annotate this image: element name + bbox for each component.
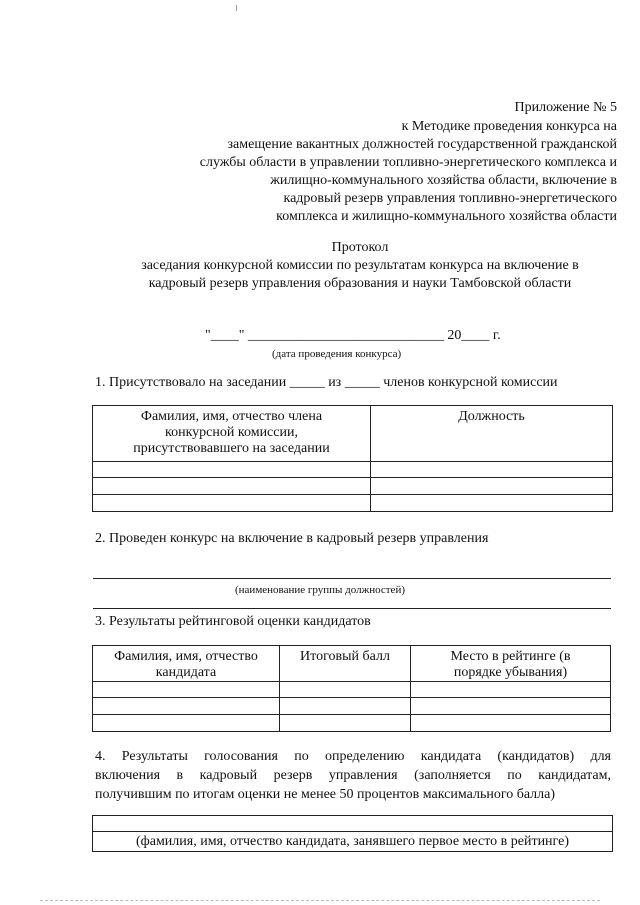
section1-text: 1. Присутствовало на заседании _____ из _____ членов конкурсной комиссии: [95, 375, 558, 390]
appendix-line: службы области в управлении топливно-энергетического комплекса и: [199, 155, 617, 170]
appendix-line: к Методике проведения конкурса на: [401, 119, 617, 134]
protocol-heading: Протокол: [331, 240, 389, 255]
attendees-header-name: Фамилия, имя, отчество члена конкурсной комиссии, присутствовавшего на заседании: [93, 406, 371, 462]
section2-text: 2. Проведен конкурс на включение в кадровый резерв управления: [95, 531, 489, 546]
appendix-title: Приложение № 5: [514, 100, 617, 115]
section3-text: 3. Результаты рейтинговой оценки кандидатов: [95, 614, 371, 629]
ratings-header-score: Итоговый балл: [280, 646, 411, 682]
appendix-line: комплекса и жилищно-коммунального хозяйства области: [276, 209, 617, 224]
appendix-line: жилищно-коммунального хозяйства области, включение в: [270, 173, 617, 188]
winner-table: [92, 815, 613, 852]
attendees-table: [92, 405, 613, 512]
table-row: [93, 478, 613, 495]
ratings-header-name: Фамилия, имя, отчество кандидата: [93, 646, 280, 682]
date-caption: (дата проведения конкурса): [272, 348, 402, 360]
group-name-line: [93, 578, 611, 579]
protocol-subtitle-line2: кадровый резерв управления образования и науки Тамбовской области: [148, 276, 572, 291]
ratings-header-place: Место в рейтинге (в порядке убывания): [411, 646, 611, 682]
table-row: [93, 715, 611, 732]
group-name-caption: (наименование группы должностей): [235, 584, 405, 596]
table-row: [93, 816, 613, 832]
date-line: "____" ____________________________ 20____ г.: [205, 328, 501, 343]
table-row: [93, 698, 611, 715]
attendees-header-position: Должность: [371, 406, 613, 462]
scan-edge-line: [40, 900, 600, 901]
appendix-line: замещение вакантных должностей государственной гражданской: [227, 137, 617, 152]
scan-mark: [236, 5, 237, 11]
section4-line1: 4. Результаты голосования по определению кандидата (кандидатов) для: [95, 749, 611, 764]
table-row: [93, 462, 613, 478]
ratings-table: [92, 645, 611, 732]
separator-line: [93, 608, 611, 609]
protocol-subtitle-line1: заседания конкурсной комиссии по результатам конкурса на включение в: [141, 258, 579, 273]
winner-caption-cell: (фамилия, имя, отчество кандидата, занявшего первое место в рейтинге): [93, 832, 613, 852]
appendix-line: кадровый резерв управления топливно-энергетического: [283, 191, 617, 206]
table-row: [93, 495, 613, 512]
section4-line2: включения в кадровый резерв управления (заполняется по кандидатам,: [95, 768, 611, 783]
table-row: [93, 682, 611, 698]
section4-line3: получившим по итогам оценки не менее 50 процентов максимального балла): [95, 787, 556, 802]
